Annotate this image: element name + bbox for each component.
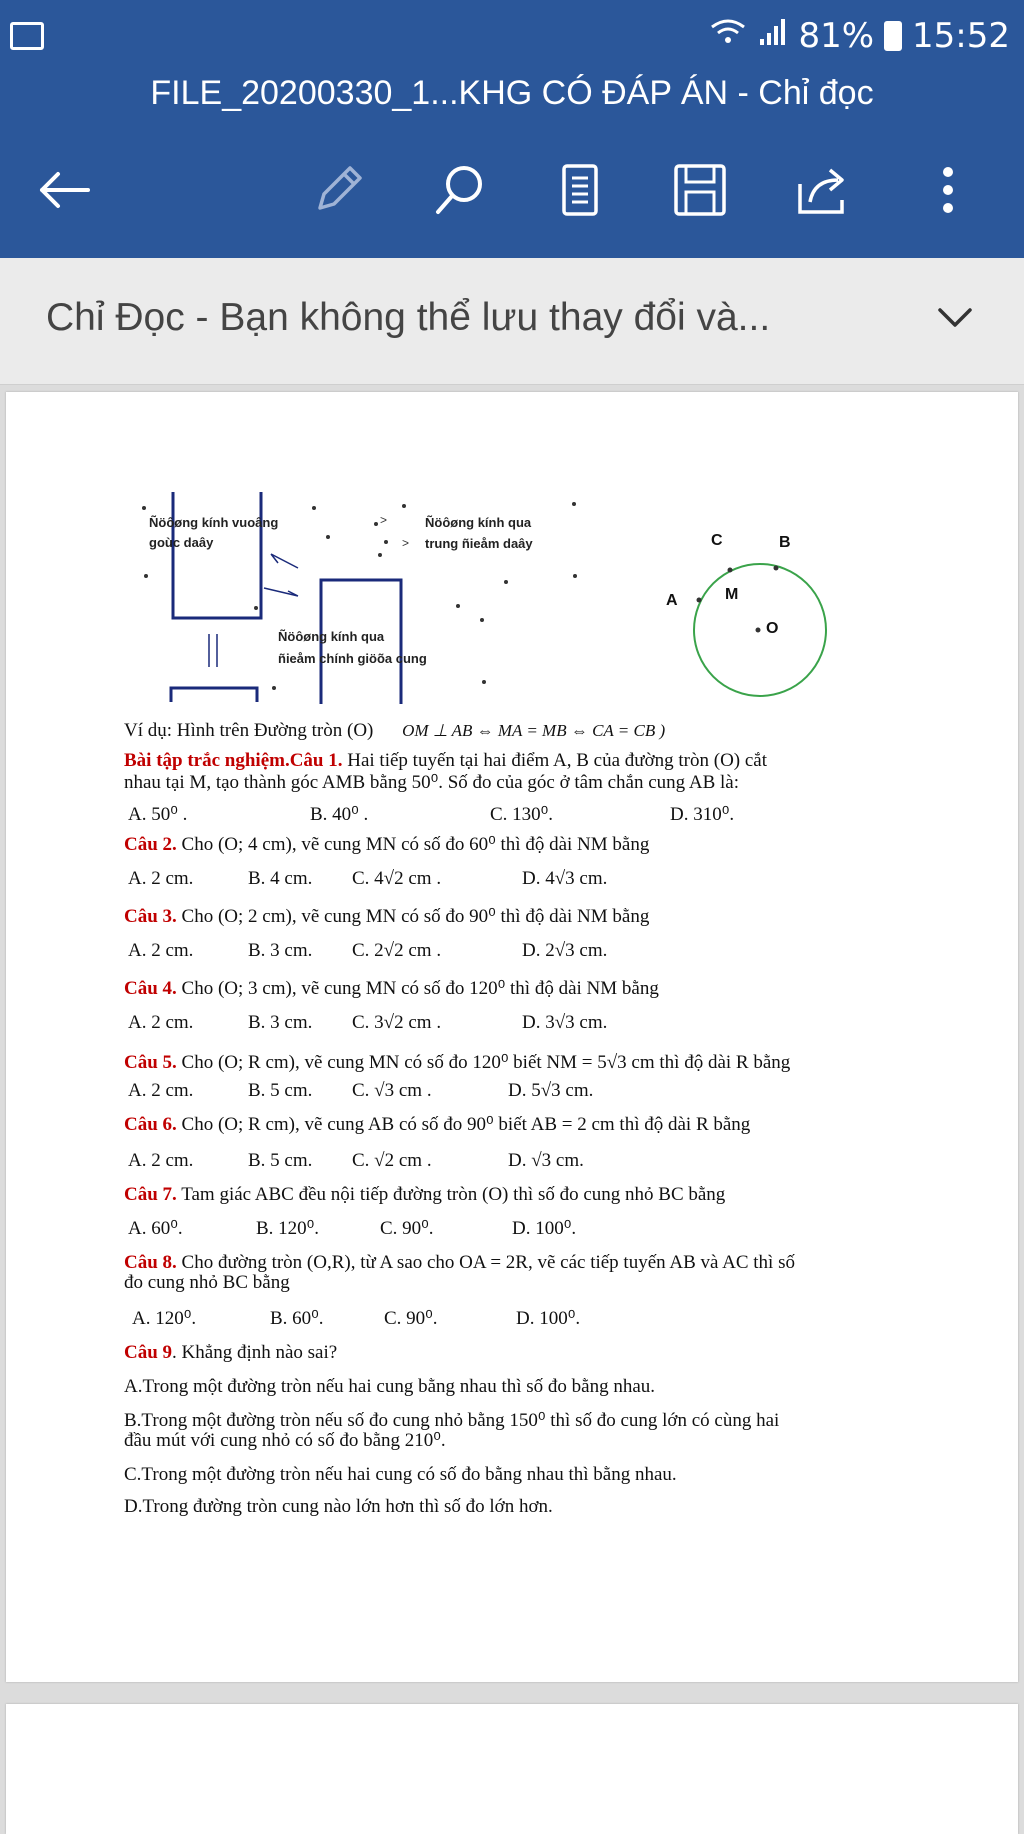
point-c-label: C <box>711 532 723 549</box>
q3-option-d: D. 2√3 cm. <box>522 940 608 961</box>
read-only-message: Chỉ Đọc - Bạn không thể lưu thay đổi và... <box>46 296 771 339</box>
q8-option-a: A. 120⁰. <box>132 1308 197 1329</box>
q3-option-a: A. 2 cm. <box>128 940 194 961</box>
point-m-label: M <box>725 586 739 603</box>
battery-percent: 81% <box>798 16 875 56</box>
figure <box>6 392 1018 712</box>
signal-icon <box>758 16 788 56</box>
q8-option-b: B. 60⁰. <box>270 1308 324 1329</box>
q9-option-d: D.Trong đường tròn cung nào lớn hơn thì số đo lớn hơn. <box>124 1496 553 1517</box>
back-arrow-icon[interactable] <box>28 150 100 230</box>
q1-option-c: C. 130⁰. <box>490 804 554 825</box>
q9-option-b: B.Trong một đường tròn nếu số đo cung nhỏ bằng 150⁰ thì số đo cung lớn có cùng hai <box>124 1410 780 1431</box>
status-bar <box>0 14 1024 60</box>
pencil-icon[interactable] <box>302 150 374 230</box>
share-icon[interactable] <box>786 150 858 230</box>
q5-option-d: D. 5√3 cm. <box>508 1080 594 1101</box>
q4-option-c: C. 3√2 cm . <box>352 1012 442 1033</box>
figure-drawing <box>6 392 1018 712</box>
q8-option-c: C. 90⁰. <box>384 1308 438 1329</box>
figure-note-1b: goùc daây <box>149 535 214 550</box>
toolbar <box>0 150 1024 230</box>
q1-option-b: B. 40⁰ . <box>310 804 369 825</box>
question-6: Câu 6. Cho (O; R cm), vẽ cung AB có số đo 90⁰ biết AB = 2 cm thì độ dài R bằng <box>124 1114 751 1135</box>
more-icon[interactable] <box>912 150 984 230</box>
next-document-page <box>6 1704 1018 1834</box>
app-bar <box>0 0 1024 258</box>
question-1-cont: nhau tại M, tạo thành góc AMB bằng 50⁰. Số đo của góc ở tâm chắn cung AB là: <box>124 772 740 793</box>
point-a-label: A <box>666 592 678 609</box>
q5-option-a: A. 2 cm. <box>128 1080 194 1101</box>
figure-note-2b: trung ñieåm daây <box>425 536 533 551</box>
question-7: Câu 7. Tam giác ABC đều nội tiếp đường tròn (O) thì số đo cung nhỏ BC bằng <box>124 1184 726 1205</box>
point-b-label: B <box>779 534 791 551</box>
document-title: FILE_20200330_1...KHG CÓ ĐÁP ÁN - Chỉ đọc <box>150 74 874 112</box>
q8-option-d: D. 100⁰. <box>516 1308 581 1329</box>
question-1: Bài tập trắc nghiệm.Câu 1. Hai tiếp tuyến tại hai điểm A, B của đường tròn (O) cắt <box>124 750 768 771</box>
reading-view-icon[interactable] <box>544 150 616 230</box>
q7-option-a: A. 60⁰. <box>128 1218 183 1239</box>
q7-option-c: C. 90⁰. <box>380 1218 434 1239</box>
q3-option-c: C. 2√2 cm . <box>352 940 442 961</box>
wifi-icon <box>708 16 748 56</box>
chevron-down-icon[interactable] <box>930 298 980 338</box>
svg-text:>: > <box>380 513 388 527</box>
q2-option-b: B. 4 cm. <box>248 868 313 889</box>
q9-option-a: A.Trong một đường tròn nếu hai cung bằng nhau thì số đo bằng nhau. <box>124 1376 656 1397</box>
q4-option-a: A. 2 cm. <box>128 1012 194 1033</box>
q2-option-d: D. 4√3 cm. <box>522 868 608 889</box>
battery-icon <box>884 21 902 51</box>
q6-option-c: C. √2 cm . <box>352 1150 432 1171</box>
q6-option-b: B. 5 cm. <box>248 1150 313 1171</box>
question-8-cont: đo cung nhỏ BC bằng <box>124 1272 290 1293</box>
q1-option-d: D. 310⁰. <box>670 804 735 825</box>
search-icon[interactable] <box>424 150 496 230</box>
question-5: Câu 5. Cho (O; R cm), vẽ cung MN có số đo 120⁰ biết NM = 5√3 cm thì độ dài R bằng <box>124 1052 791 1073</box>
save-icon[interactable] <box>664 150 736 230</box>
question-9: Câu 9. Khẳng định nào sai? <box>124 1342 338 1363</box>
question-2: Câu 2. Cho (O; 4 cm), vẽ cung MN có số đo 60⁰ thì độ dài NM bằng <box>124 834 650 855</box>
document-page <box>6 392 1018 1682</box>
figure-note-2a: Ñöôøng kính qua <box>425 515 532 530</box>
gallery-icon <box>10 22 44 50</box>
q9-option-c: C.Trong một đường tròn nếu hai cung có số đo bằng nhau thì bằng nhau. <box>124 1464 677 1485</box>
q4-option-b: B. 3 cm. <box>248 1012 313 1033</box>
q7-option-b: B. 120⁰. <box>256 1218 320 1239</box>
q9-option-b-cont: đầu mút với cung nhỏ có số đo bằng 210⁰. <box>124 1430 446 1451</box>
question-3: Câu 3. Cho (O; 2 cm), vẽ cung MN có số đo 90⁰ thì độ dài NM bằng <box>124 906 650 927</box>
figure-note-1a: Ñöôøng kính vuoâng <box>149 515 279 530</box>
q5-option-c: C. √3 cm . <box>352 1080 432 1101</box>
example-line: Ví dụ: Hình trên Đường tròn (O) OM ⊥ AB ⇔ MA = MB ⇔ CA = CB ) <box>124 720 666 741</box>
q3-option-b: B. 3 cm. <box>248 940 313 961</box>
clock: 15:52 <box>912 16 1010 56</box>
q2-option-a: A. 2 cm. <box>128 868 194 889</box>
q1-option-a: A. 50⁰ . <box>128 804 188 825</box>
figure-note-3a: Ñöôøng kính qua <box>278 629 385 644</box>
q4-option-d: D. 3√3 cm. <box>522 1012 608 1033</box>
question-8: Câu 8. Cho đường tròn (O,R), từ A sao cho OA = 2R, vẽ các tiếp tuyến AB và AC thì số <box>124 1252 795 1273</box>
read-only-banner[interactable] <box>0 258 1024 385</box>
figure-note-3b: ñieåm chính giöõa cung <box>278 651 427 666</box>
q2-option-c: C. 4√2 cm . <box>352 868 442 889</box>
q5-option-b: B. 5 cm. <box>248 1080 313 1101</box>
q7-option-d: D. 100⁰. <box>512 1218 577 1239</box>
question-4: Câu 4. Cho (O; 3 cm), vẽ cung MN có số đo 120⁰ thì độ dài NM bằng <box>124 978 659 999</box>
q6-option-d: D. √3 cm. <box>508 1150 584 1171</box>
document-body <box>124 720 924 1620</box>
svg-text:>: > <box>402 536 410 550</box>
point-o-label: O <box>766 620 779 637</box>
q6-option-a: A. 2 cm. <box>128 1150 194 1171</box>
